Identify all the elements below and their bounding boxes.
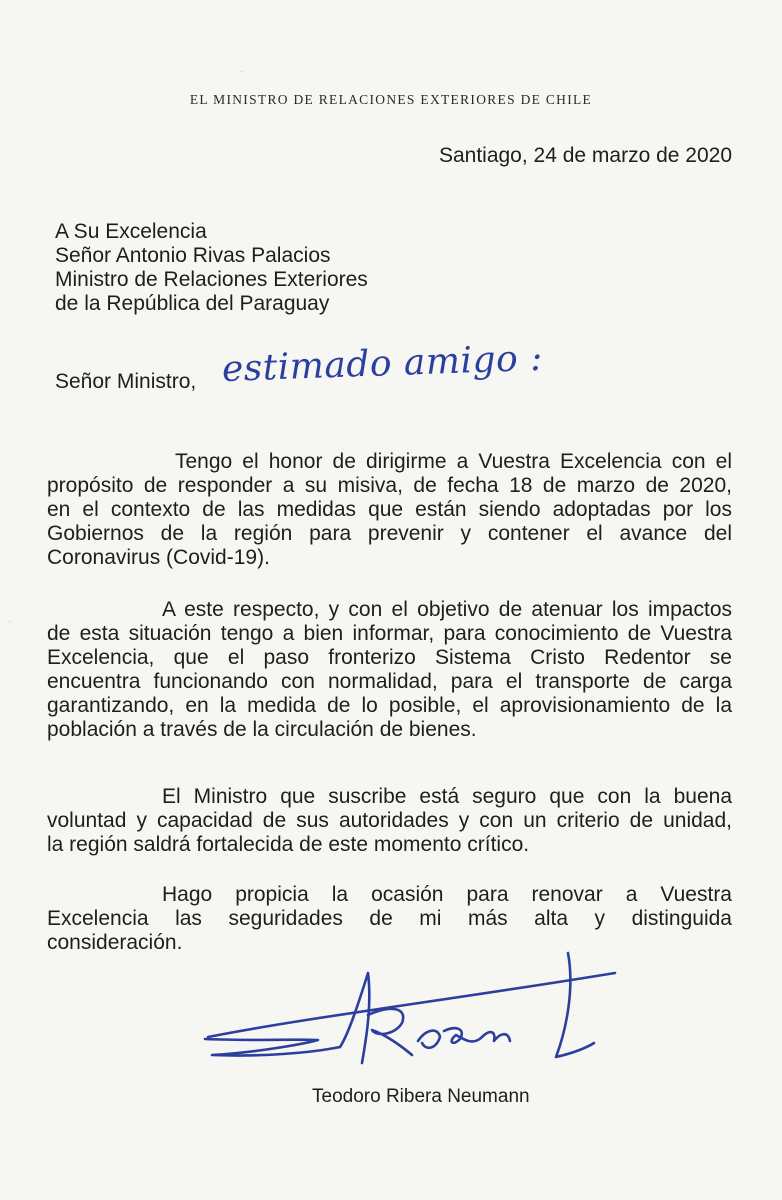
salutation: Señor Ministro, [55,370,197,393]
paragraph-line: Excelencia las seguridades de mi más alta y distinguida [47,907,732,930]
letterhead: EL MINISTRO DE RELACIONES EXTERIORES DE CHILE [189,92,593,107]
signer-name: Teodoro Ribera Neumann [312,1086,530,1107]
paragraph-line: consideración. [47,931,183,954]
paragraph-line: Excelencia, que el paso fronterizo Sistema Cristo Redentor se [47,646,732,669]
paragraph-line: Coronavirus (Covid-19). [47,546,270,569]
paragraph-line: garantizando, en la medida de lo posible, el aprovisionamiento de la [47,694,732,717]
paper-speck: · [8,616,12,627]
paper-speck: · [240,66,244,77]
paragraph-line: Hago propicia la ocasión para renovar a Vuestra [162,883,732,906]
recipient-block [55,220,368,316]
paragraph-line: Tengo el honor de dirigirme a Vuestra Excelencia con el [175,450,732,473]
paragraph-line: El Ministro que suscribe está seguro que con la buena [162,785,732,808]
recipient-line: de la República del Paraguay [55,292,330,315]
recipient-line: A Su Excelencia [55,220,207,243]
paragraph-2 [47,598,732,742]
recipient-line: Señor Antonio Rivas Palacios [55,244,331,267]
paragraph-line: voluntad y capacidad de sus autoridades y con un criterio de unidad, [47,809,732,832]
handwritten-greeting: estimado amigo : [221,337,544,390]
paragraph-line: la región saldrá fortalecida de este momento crítico. [47,833,530,856]
paragraph-1 [47,450,732,570]
paragraph-3 [47,785,732,857]
paragraph-line: propósito de responder a su misiva, de fecha 18 de marzo de 2020, [47,474,732,497]
paragraph-line: población a través de la circulación de bienes. [47,718,477,741]
paragraph-line: Gobiernos de la región para prevenir y contener el avance del [47,522,732,545]
letter-date: Santiago, 24 de marzo de 2020 [438,144,732,167]
recipient-line: Ministro de Relaciones Exteriores [55,268,368,291]
paragraph-line: encuentra funcionando con normalidad, para el transporte de carga [47,670,732,693]
paragraph-line: A este respecto, y con el objetivo de atenuar los impactos [162,598,732,621]
paragraph-line: en el contexto de las medidas que están siendo adoptadas por los [47,498,732,521]
handwritten-signature [190,945,620,1075]
paragraph-line: de esta situación tengo a bien informar, para conocimiento de Vuestra [47,622,732,645]
